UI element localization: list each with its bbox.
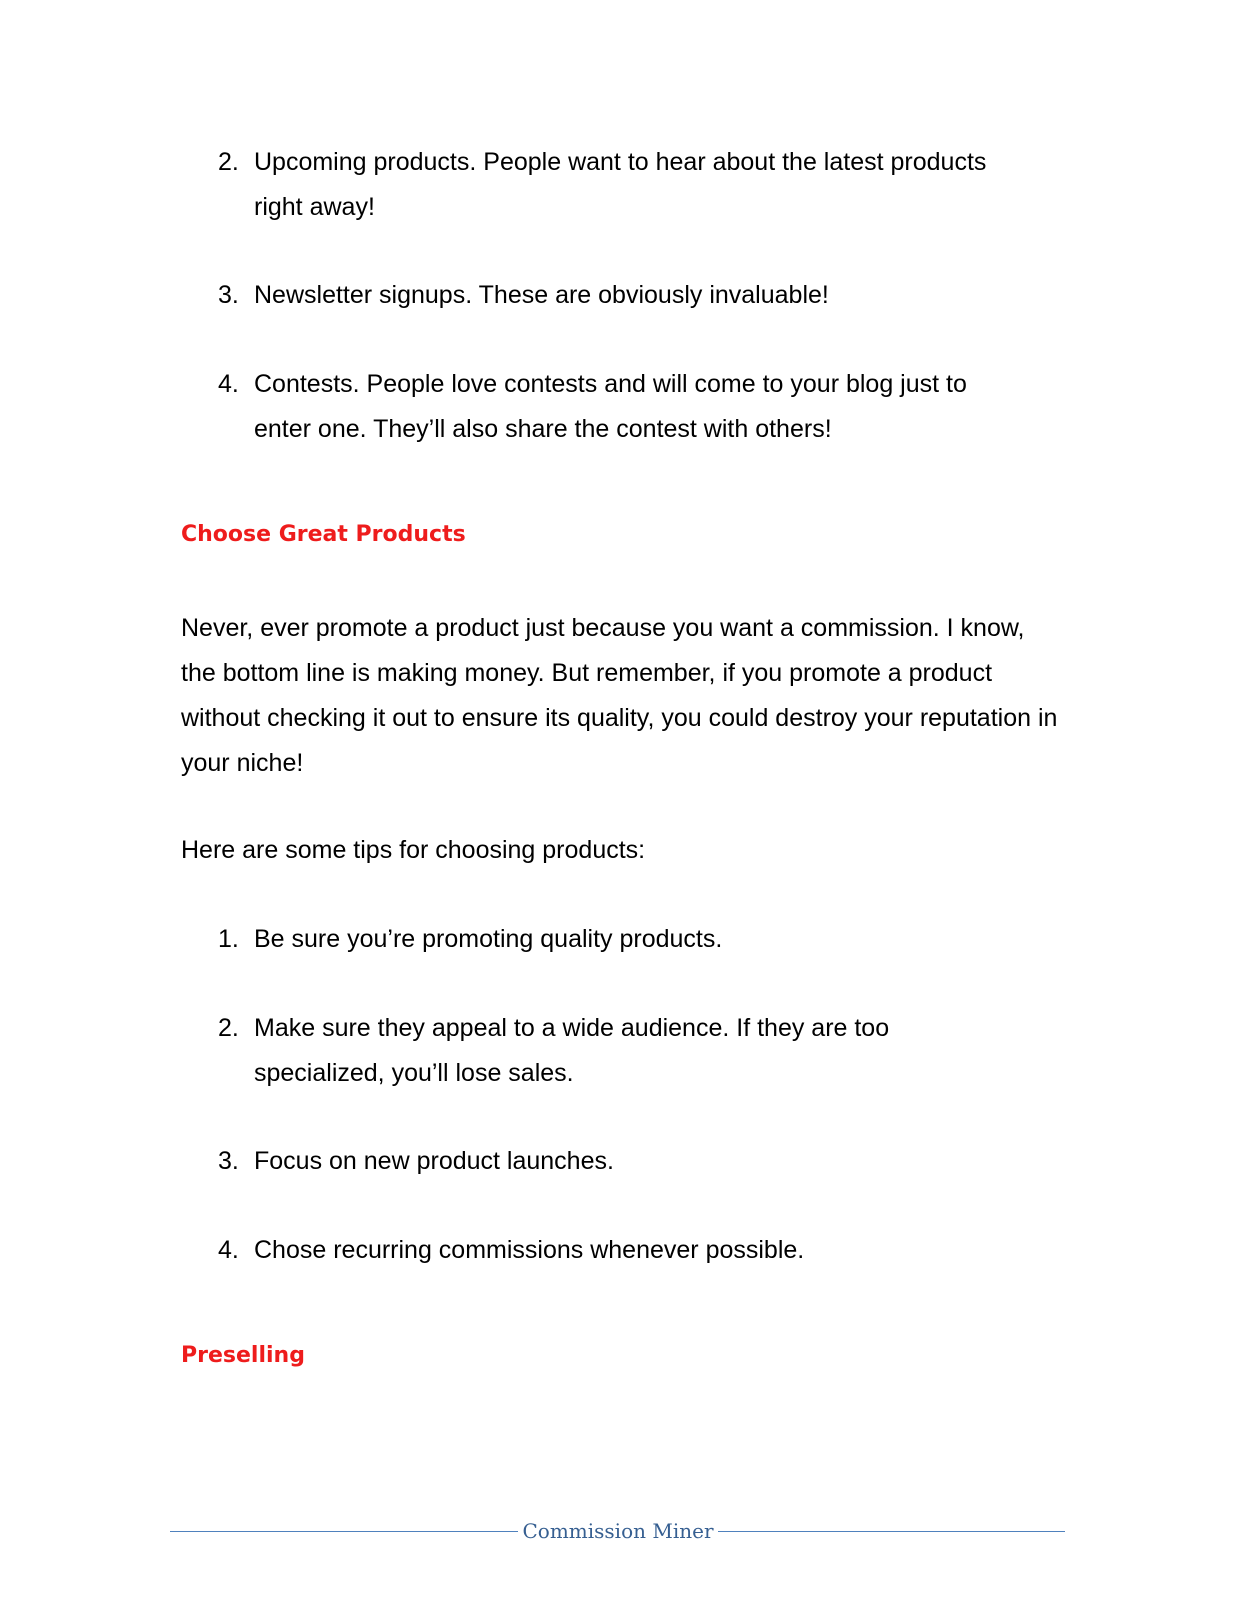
section-heading-preselling: Preselling	[181, 1343, 305, 1368]
section-heading-choose-great-products: Choose Great Products	[181, 522, 466, 547]
list-item	[218, 273, 1058, 318]
list-item-text: Contests. People love contests and will come to your blog just to enter one. They’ll also share the contest with others!	[254, 370, 967, 443]
tips-intro: Here are some tips for choosing products:	[181, 836, 646, 864]
list-item-number: 2.	[218, 1014, 239, 1042]
list-item	[218, 140, 1058, 230]
list-item	[218, 1228, 1058, 1273]
list-item	[218, 1139, 1058, 1184]
list-item-number: 4.	[218, 370, 239, 398]
list-item	[218, 1006, 1058, 1096]
list-item-number: 3.	[218, 281, 239, 309]
list-item	[218, 362, 1058, 452]
list-item-text: Newsletter signups. These are obviously invaluable!	[254, 281, 829, 309]
list-item-number: 2.	[218, 148, 239, 176]
list-item-text: Focus on new product launches.	[254, 1147, 614, 1175]
page-footer	[170, 1516, 1065, 1546]
list-item-text: Chose recurring commissions whenever possible.	[254, 1236, 805, 1264]
list-item-number: 3.	[218, 1147, 239, 1175]
list-item-text: Be sure you’re promoting quality products.	[254, 925, 723, 953]
list-item-number: 1.	[218, 925, 239, 953]
list-item-number: 4.	[218, 1236, 239, 1264]
list-item-text: Upcoming products. People want to hear about the latest products right away!	[254, 148, 987, 221]
list-item-text: Make sure they appeal to a wide audience. If they are too specialized, you’ll lose sales.	[254, 1014, 890, 1087]
footer-rule-left	[170, 1531, 518, 1532]
body-paragraph: Never, ever promote a product just because you want a commission. I know, the bottom line is making money. But remember, if you promote a product without checking it out to ensure its quality, you could destroy your reputation in your niche!	[181, 614, 1058, 777]
footer-label: Commission Miner	[522, 1519, 714, 1543]
footer-rule-right	[718, 1531, 1065, 1532]
list-item	[218, 917, 1058, 962]
